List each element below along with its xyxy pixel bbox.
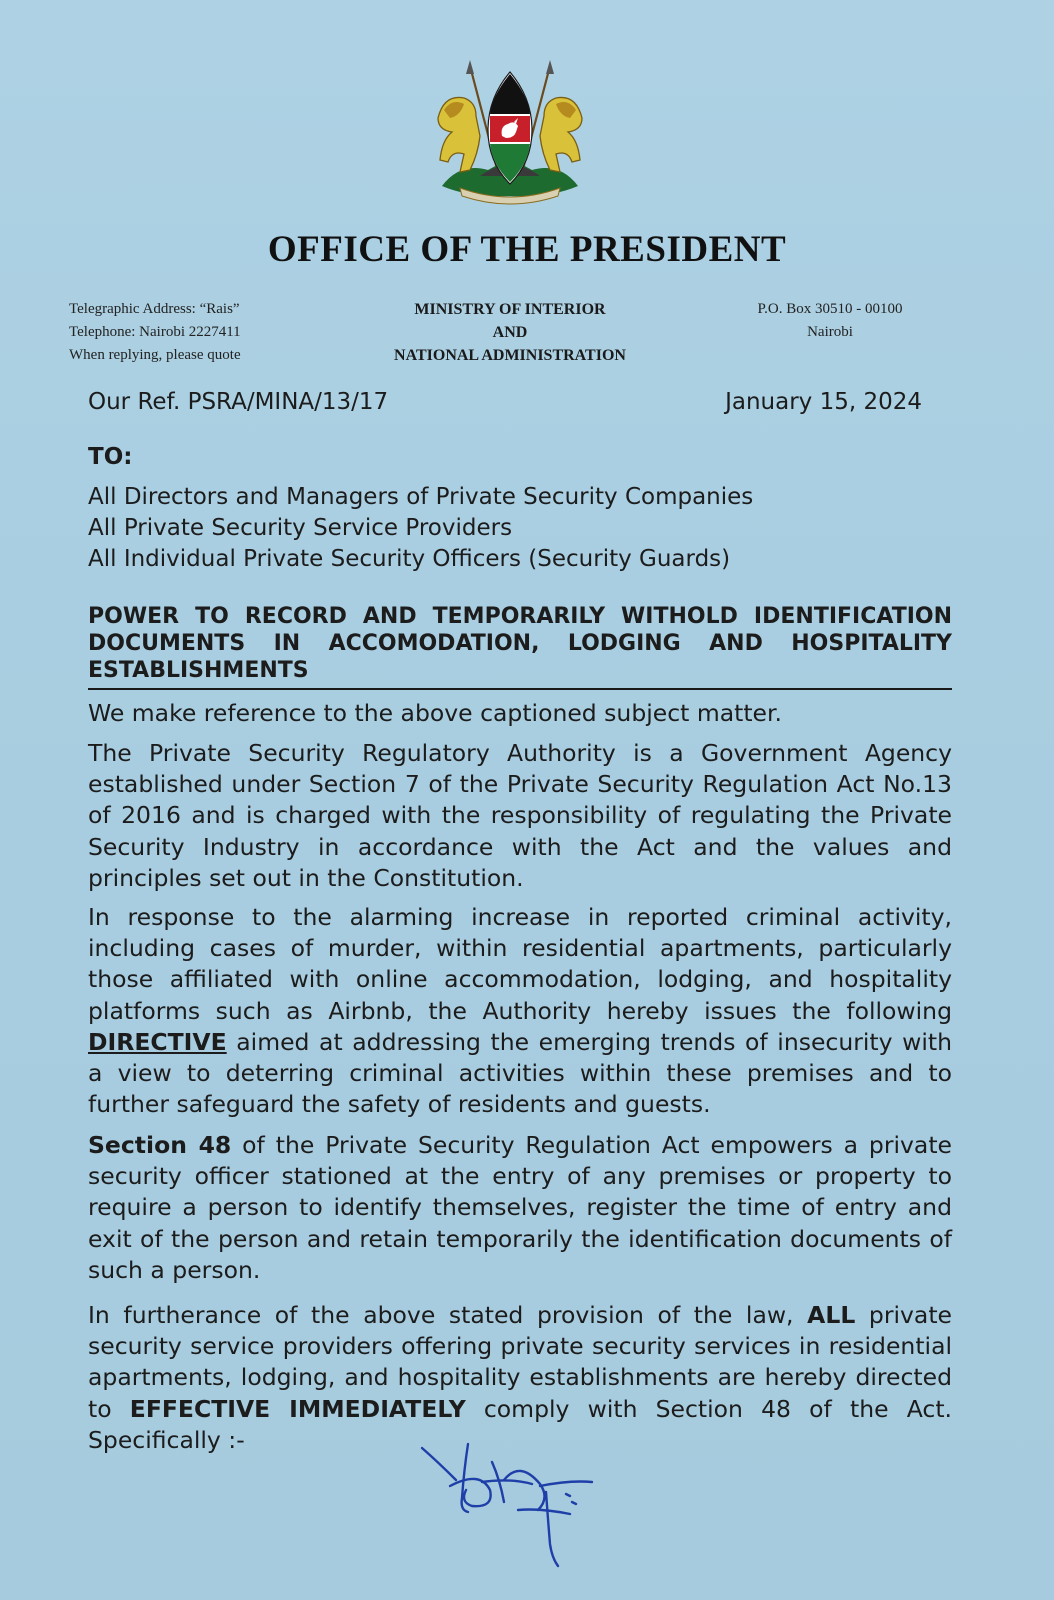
section-48-emphasis: Section 48	[88, 1131, 232, 1159]
po-box: P.O. Box 30510 - 00100	[757, 301, 903, 317]
subject-heading: POWER TO RECORD AND TEMPORARILY WITHOLD IDENTIFICATION DOCUMENTS IN ACCOMODATION, LODGING AND HOSPITALITY ESTABLISHMENTS	[88, 604, 952, 683]
handwritten-signature-icon	[420, 1440, 610, 1570]
paragraph-authority: The Private Security Regulatory Authority is a Government Agency established under Section 7 of the Private Security Regulation Act No.13 of 2016 and is charged with the responsibility of regulating the Private Security Industry in accordance with the Act and the values and principles set out in the Constitution.	[88, 739, 952, 892]
paragraph-compliance	[88, 1300, 952, 1456]
paragraph-reference: We make reference to the above captioned subject matter.	[88, 699, 782, 727]
compliance-emphasis-effective: EFFECTIVE IMMEDIATELY	[129, 1394, 466, 1423]
reference-number: Our Ref. PSRA/MINA/13/17	[88, 389, 389, 415]
ministry-name	[340, 298, 680, 367]
addressee-item: All Individual Private Security Officers (Security Guards)	[88, 546, 731, 572]
letter-date: January 15, 2024	[725, 389, 922, 415]
letterhead-contact-left	[69, 298, 309, 367]
telegraphic-address: Telegraphic Address: “Rais”	[69, 301, 240, 317]
telephone-number: Telephone: Nairobi 2227411	[69, 324, 241, 340]
directive-text-before: In response to the alarming increase in reported criminal activity, including cases of murder, within residential apartments, particularly those affiliated with online accommodation, lodging, and hospitality platforms such as Airbnb, the Authority hereby issues the following	[88, 903, 952, 1025]
directive-text-after: aimed at addressing the emerging trends of insecurity with a view to deterring criminal activities within these premises and to further safeguard the safety of residents and guests.	[88, 1027, 952, 1119]
compliance-text-middle: private security service providers offering private security services in residential apartments, lodging, and hospitality establishments are hereby directed to	[88, 1301, 952, 1423]
ministry-line-3: NATIONAL ADMINISTRATION	[394, 347, 626, 364]
addressee-item: All Directors and Managers of Private Security Companies	[88, 484, 754, 510]
reply-instruction: When replying, please quote	[69, 347, 241, 363]
subject-underline	[88, 688, 952, 690]
addressee-item: All Private Security Service Providers	[88, 515, 513, 541]
paragraph-section-48	[88, 1130, 952, 1286]
ministry-line-2: AND	[492, 324, 528, 341]
ministry-line-1: MINISTRY OF INTERIOR	[414, 301, 606, 318]
city: Nairobi	[807, 324, 853, 340]
compliance-text-after: comply with Section 48 of the Act. Specifically :-	[88, 1394, 953, 1454]
section-48-text: of the Private Security Regulation Act empowers a private security officer stationed at the entry of any premises or property to require a person to identify themselves, register the time of entry and exit of the person and retain temporarily the identification documents of such a person.	[88, 1131, 952, 1284]
addressee-label: TO:	[88, 444, 133, 470]
directive-emphasis: DIRECTIVE	[88, 1027, 227, 1056]
compliance-emphasis-all: ALL	[807, 1301, 856, 1329]
postal-address	[720, 298, 940, 344]
compliance-text-before: In furtherance of the above stated provision of the law,	[88, 1301, 808, 1329]
paragraph-directive	[88, 902, 952, 1120]
kenya-coat-of-arms-icon	[430, 58, 590, 208]
office-title: OFFICE OF THE PRESIDENT	[267, 229, 787, 270]
addressee-list	[88, 482, 948, 575]
